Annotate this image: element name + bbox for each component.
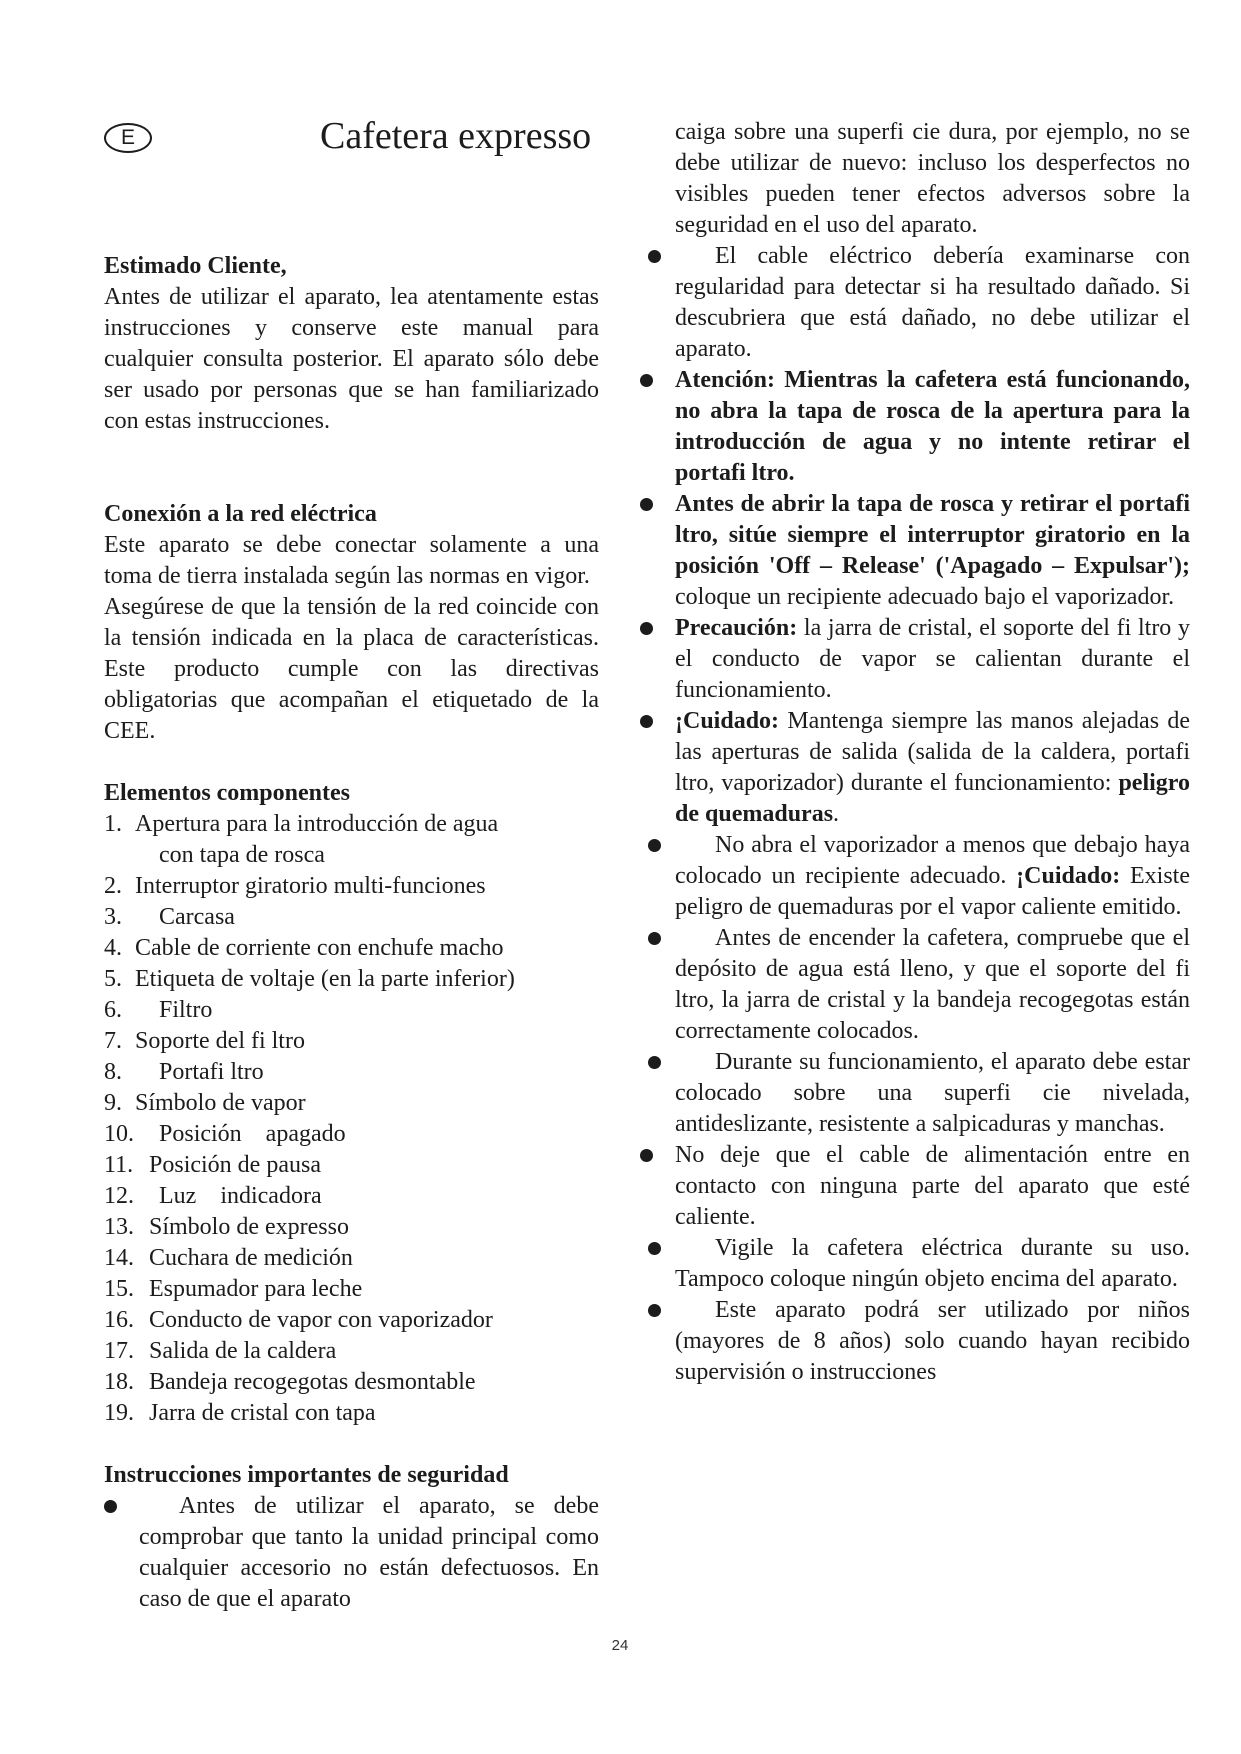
connection-text: Asegúrese de que la tensión de la red coincide con la tensión indicada en la placa de características. Este producto cumple con las directivas obligatorias que acompañan el etiquetado de la CEE. [104,594,599,744]
list-item: 16. Conducto de vapor con vaporizador [104,1307,493,1333]
right-column [675,117,1190,1388]
careful-label: ¡Cuidado: [1016,863,1121,889]
components-heading: Elementos componentes [104,780,350,806]
safety-heading: Instrucciones importantes de seguridad [104,1462,509,1488]
list-item: 2. Interruptor giratorio multi-funciones [104,873,486,899]
safety-bullet [139,1491,599,1615]
list-item: 5. Etiqueta de voltaje (en la parte inferior) [104,966,515,992]
safety-bullet: Antes de abrir la tapa de rosca y retirar el portafi ltro, sitúe siempre el interruptor giratorio en la posición 'Off – Release' ('Apagado – Expulsar'); coloque un recipiente adecuado bajo el vaporizador. [675,489,1190,613]
precaution-label: Precaución: [675,615,798,641]
list-item: 19. Jarra de cristal con tapa [104,1400,376,1426]
list-item: 15. Espumador para leche [104,1276,363,1302]
greeting-heading: Estimado Cliente, [104,253,287,279]
list-item: 7. Soporte del fi ltro [104,1028,305,1054]
page-number: 24 [611,1637,629,1654]
safety-bullet: No deje que el cable de alimentación entre en contacto con ninguna parte del aparato que esté caliente. [675,1140,1190,1233]
safety-bullet: Durante su funcionamiento, el aparato debe estar colocado sobre una superfi cie nivelada, antideslizante, resistente a salpicaduras y manchas. [675,1047,1190,1140]
language-badge: E [104,123,152,153]
left-column [104,251,599,1615]
safety-bullet: ¡Cuidado: Mantenga siempre las manos alejadas de las aperturas de salida (salida de la caldera, portafi ltro, vaporizador) durante el funcionamiento: peligro de quemaduras. [675,706,1190,830]
components-list [104,809,599,1429]
list-item: 9. Símbolo de vapor [104,1090,306,1116]
list-item: 3. Carcasa [104,904,235,930]
safety-first-rest: comprobar que tanto la unidad principal como cualquier accesorio no están defectuosos. En caso de que el aparato [139,1524,599,1612]
list-item: 8. Portafi ltro [104,1059,264,1085]
safety-bullet: Antes de encender la cafetera, compruebe que el depósito de agua está lleno, y que el soporte del fi ltro, la jarra de cristal y la bandeja recogegotas están correctamente colocados. [675,923,1190,1047]
connection-text: Este aparato se debe conectar solamente a una toma de tierra instalada según las normas en vigor. [104,532,599,589]
list-item: 4. Cable de corriente con enchufe macho [104,935,504,961]
list-item: 14. Cuchara de medición [104,1245,353,1271]
list-item: 13. Símbolo de expresso [104,1214,349,1240]
safety-first-line: Antes de utilizar el aparato, se debe [179,1493,599,1519]
careful-label: ¡Cuidado: [675,708,780,734]
list-item: 10. Posición apagado [104,1121,346,1147]
connection-heading: Conexión a la red eléctrica [104,501,377,527]
safety-bullet: El cable eléctrico debería examinarse con regularidad para detectar si ha resultado dañado. Si descubriera que está dañado, no debe utilizar el aparato. [675,241,1190,365]
safety-bullet: Atención: Mientras la cafetera está funcionando, no abra la tapa de rosca de la apertura para la introducción de agua y no intente retirar el portafi ltro. [675,365,1190,489]
list-item: 11. Posición de pausa [104,1152,321,1178]
attention-label: Atención: [675,367,775,393]
list-item: 17. Salida de la caldera [104,1338,337,1364]
safety-bullet: No abra el vaporizador a menos que debajo haya colocado un recipiente adecuado. ¡Cuidado: Existe peligro de quemaduras por el vapor caliente emitido. [675,830,1190,923]
greeting-text: Antes de utilizar el aparato, lea atentamente estas instrucciones y conserve este manual para cualquier consulta posterior. El aparato sólo debe ser usado por personas que se han familiarizado con estas instrucciones. [104,284,599,434]
list-item: 6. Filtro [104,997,213,1023]
list-item: 18. Bandeja recogegotas desmontable [104,1369,476,1395]
list-item: 1. Apertura para la introducción de agua con tapa de rosca [104,811,499,868]
page-title: Cafetera expresso [320,115,592,157]
safety-continuation: caiga sobre una superfi cie dura, por ejemplo, no se debe utilizar de nuevo: incluso los desperfectos no visibles pueden tener efectos adversos sobre la seguridad en el uso del aparato. [675,119,1190,238]
safety-bullet: Precaución: la jarra de cristal, el soporte del fi ltro y el conducto de vapor se calientan durante el funcionamiento. [675,613,1190,706]
safety-bullet: Este aparato podrá ser utilizado por niños (mayores de 8 años) solo cuando hayan recibido supervisión o instrucciones [675,1295,1190,1388]
safety-bullet: Vigile la cafetera eléctrica durante su uso. Tampoco coloque ningún objeto encima del aparato. [675,1233,1190,1295]
list-item: 12. Luz indicadora [104,1183,322,1209]
